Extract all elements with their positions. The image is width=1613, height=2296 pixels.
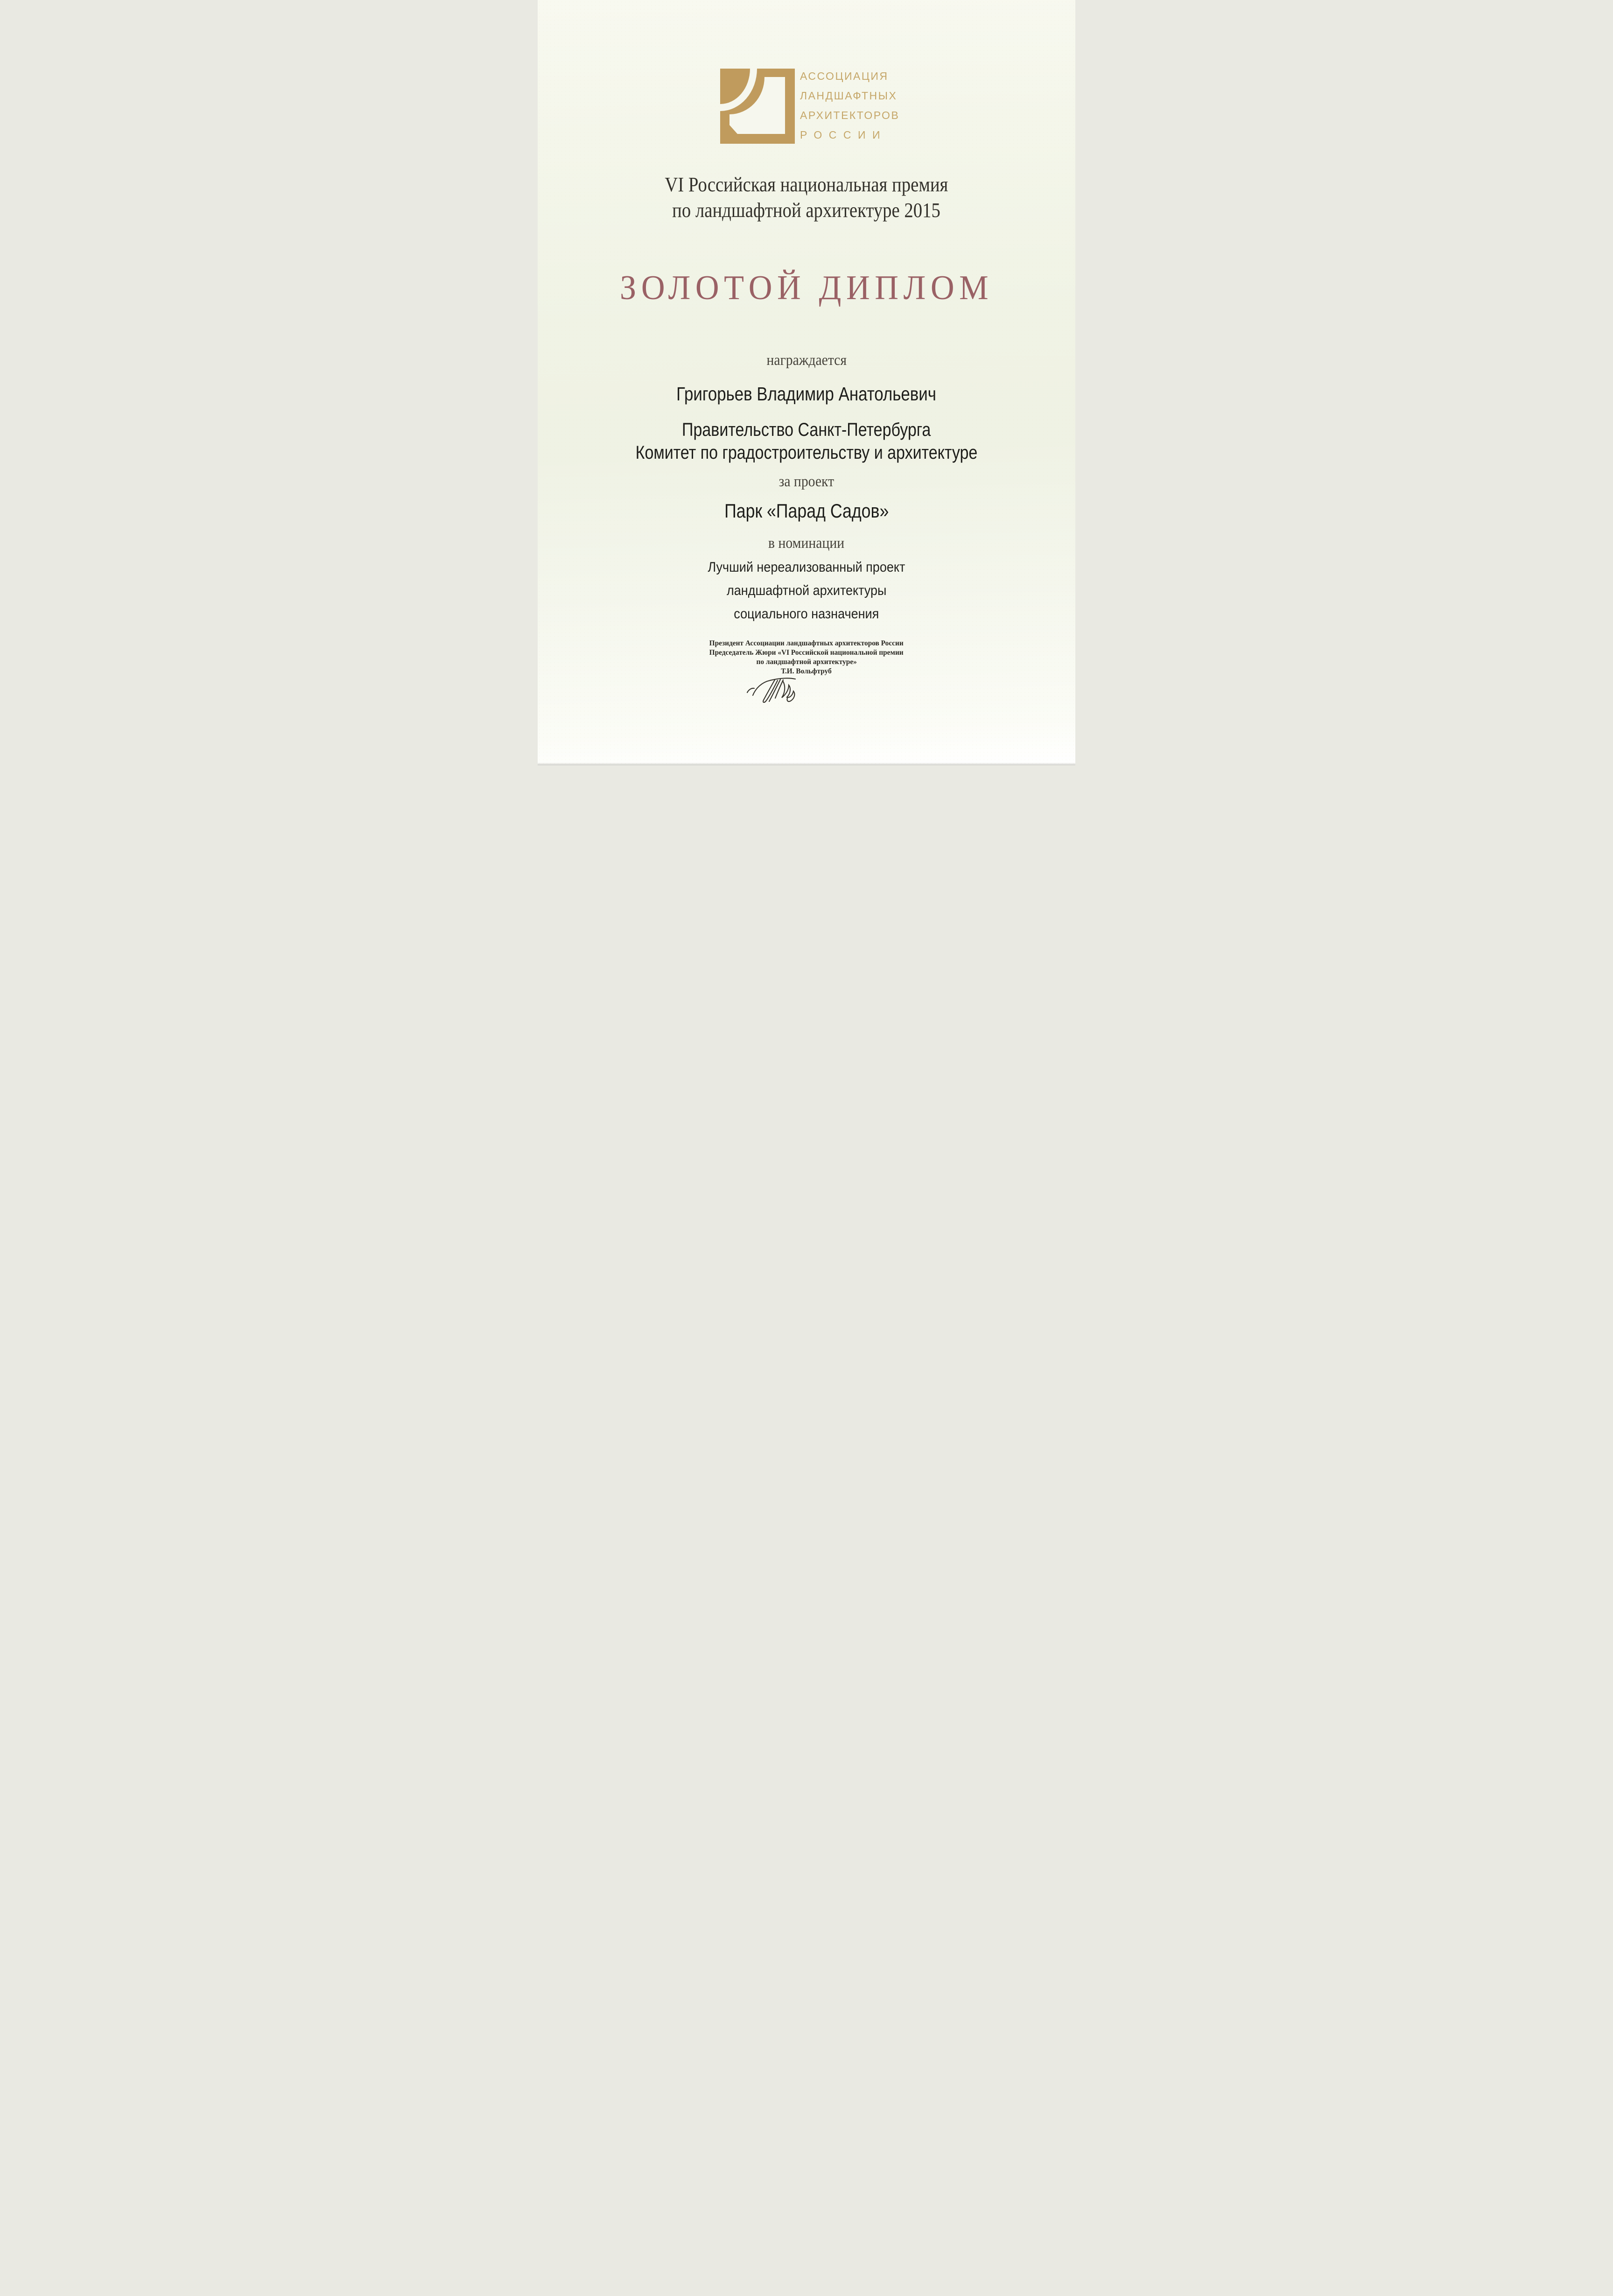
signatory-title-line: Председатель Жюри «VI Российской национальной премии: [709, 649, 904, 657]
scan-bottom-edge: [538, 763, 1075, 765]
association-logo-icon: [720, 69, 795, 144]
association-name: [800, 66, 899, 145]
association-name-line: АРХИТЕКТОРОВ: [800, 109, 900, 121]
handwritten-signature-icon: [746, 676, 801, 706]
project-name: Парк «Парад Садов»: [724, 500, 889, 522]
award-edition-line1: VI Российская национальная премия: [665, 173, 948, 196]
nomination-line: социального назначения: [734, 606, 879, 622]
signatory-name: Т.И. Вольфтруб: [781, 667, 832, 675]
certificate-page: [538, 0, 1075, 765]
recipient-organization-line2: Комитет по градостроительству и архитектуре: [635, 442, 978, 463]
signatory-title-line: Президент Ассоциации ландшафтных архитекторов России: [709, 639, 904, 647]
association-name-line: АССОЦИАЦИЯ: [800, 70, 889, 82]
nomination-line: ландшафтной архитектуры: [726, 583, 887, 598]
nomination-line: Лучший нереализованный проект: [708, 560, 905, 575]
awarded-label: награждается: [766, 352, 847, 369]
association-name-line: РОССИИ: [800, 129, 887, 141]
nomination-text: [538, 556, 1075, 626]
association-name-line: ЛАНДШАФТНЫХ: [800, 90, 898, 102]
project-label: за проект: [778, 473, 835, 490]
nomination-label: в номинации: [768, 535, 845, 552]
signatory-block: [538, 639, 1075, 676]
award-title: ЗОЛОТОЙ ДИПЛОМ: [619, 269, 994, 307]
recipient-name: Григорьев Владимир Анатольевич: [676, 383, 937, 405]
award-edition-line2: по ландшафтной архитектуре 2015: [672, 199, 941, 222]
award-edition-title: [538, 172, 1075, 223]
signatory-title-line: по ландшафтной архитектуре»: [756, 658, 857, 666]
recipient-organization-line1: Правительство Санкт-Петербурга: [682, 420, 931, 440]
